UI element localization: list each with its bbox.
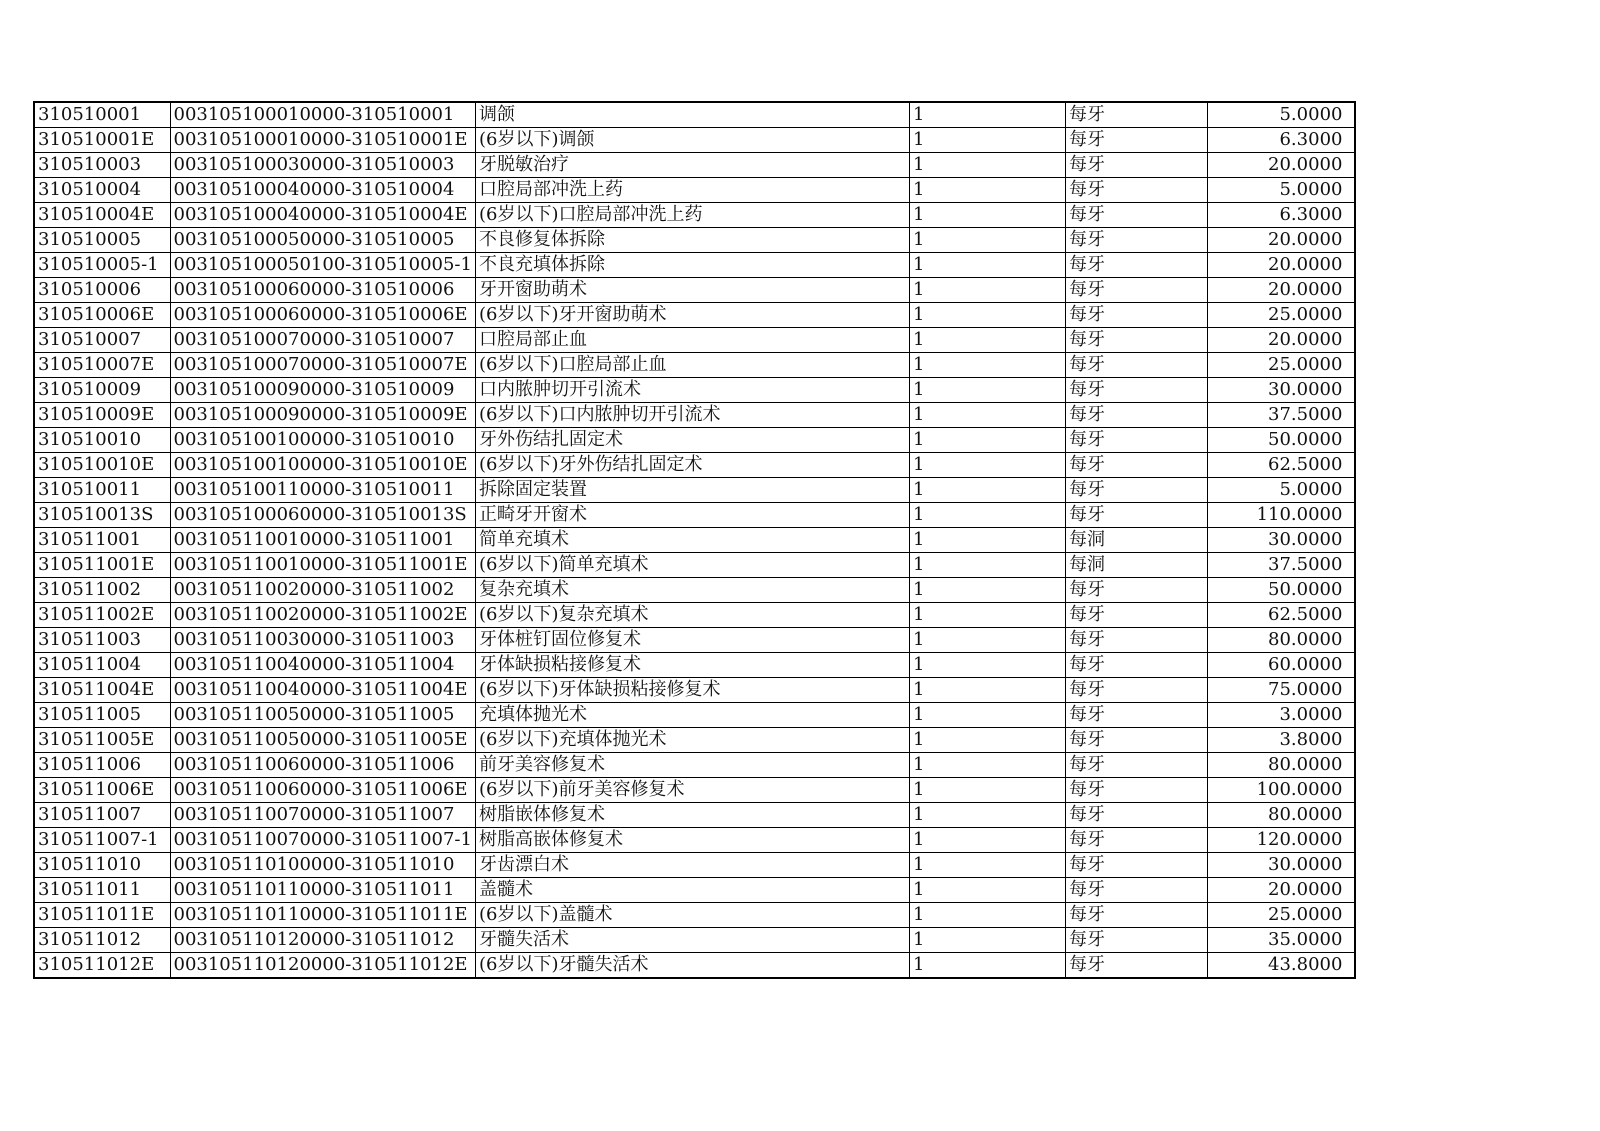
price-cell: 120.0000: [1207, 828, 1355, 853]
full-code-cell: 003105100040000-310510004E: [170, 203, 475, 228]
price-cell: 100.0000: [1207, 778, 1355, 803]
item-name-cell: (6岁以下)充填体抛光术: [475, 728, 909, 753]
full-code-cell: 003105110070000-310511007-1: [170, 828, 475, 853]
unit-cell: 每牙: [1065, 353, 1207, 378]
item-name-cell: 牙脱敏治疗: [475, 153, 909, 178]
full-code-cell: 003105100070000-310510007E: [170, 353, 475, 378]
item-code-cell: 310510005-1: [34, 253, 170, 278]
table-row: [34, 553, 1355, 578]
quantity-cell: 1: [909, 528, 1065, 553]
table-row: [34, 778, 1355, 803]
unit-cell: 每牙: [1065, 678, 1207, 703]
full-code-cell: 003105110110000-310511011: [170, 878, 475, 903]
table-row: [34, 878, 1355, 903]
price-cell: 20.0000: [1207, 278, 1355, 303]
item-code-cell: 310511006: [34, 753, 170, 778]
quantity-cell: 1: [909, 828, 1065, 853]
table-row: [34, 828, 1355, 853]
price-cell: 37.5000: [1207, 403, 1355, 428]
item-name-cell: 牙外伤结扎固定术: [475, 428, 909, 453]
item-code-cell: 310510003: [34, 153, 170, 178]
price-cell: 80.0000: [1207, 628, 1355, 653]
price-cell: 20.0000: [1207, 228, 1355, 253]
full-code-cell: 003105100110000-310510011: [170, 478, 475, 503]
price-cell: 43.8000: [1207, 953, 1355, 979]
price-cell: 50.0000: [1207, 578, 1355, 603]
unit-cell: 每牙: [1065, 128, 1207, 153]
full-code-cell: 003105110100000-310511010: [170, 853, 475, 878]
price-cell: 3.0000: [1207, 703, 1355, 728]
price-cell: 25.0000: [1207, 353, 1355, 378]
item-name-cell: (6岁以下)牙开窗助萌术: [475, 303, 909, 328]
unit-cell: 每牙: [1065, 253, 1207, 278]
quantity-cell: 1: [909, 903, 1065, 928]
item-name-cell: 牙体缺损粘接修复术: [475, 653, 909, 678]
item-name-cell: (6岁以下)前牙美容修复术: [475, 778, 909, 803]
item-name-cell: 调颌: [475, 102, 909, 128]
quantity-cell: 1: [909, 628, 1065, 653]
full-code-cell: 003105110030000-310511003: [170, 628, 475, 653]
item-code-cell: 310511001: [34, 528, 170, 553]
table-row: [34, 678, 1355, 703]
item-name-cell: (6岁以下)牙体缺损粘接修复术: [475, 678, 909, 703]
price-cell: 5.0000: [1207, 478, 1355, 503]
price-cell: 35.0000: [1207, 928, 1355, 953]
item-code-cell: 310511003: [34, 628, 170, 653]
quantity-cell: 1: [909, 953, 1065, 979]
full-code-cell: 003105100060000-310510006: [170, 278, 475, 303]
table-row: [34, 503, 1355, 528]
quantity-cell: 1: [909, 578, 1065, 603]
item-name-cell: 简单充填术: [475, 528, 909, 553]
unit-cell: 每牙: [1065, 303, 1207, 328]
table-row: [34, 928, 1355, 953]
price-cell: 20.0000: [1207, 153, 1355, 178]
quantity-cell: 1: [909, 853, 1065, 878]
quantity-cell: 1: [909, 203, 1065, 228]
full-code-cell: 003105100060000-310510013S: [170, 503, 475, 528]
item-name-cell: 盖髓术: [475, 878, 909, 903]
item-name-cell: 口内脓肿切开引流术: [475, 378, 909, 403]
quantity-cell: 1: [909, 478, 1065, 503]
item-code-cell: 310510005: [34, 228, 170, 253]
full-code-cell: 003105100090000-310510009: [170, 378, 475, 403]
full-code-cell: 003105110010000-310511001E: [170, 553, 475, 578]
full-code-cell: 003105100060000-310510006E: [170, 303, 475, 328]
item-code-cell: 310511005E: [34, 728, 170, 753]
full-code-cell: 003105110070000-310511007: [170, 803, 475, 828]
item-code-cell: 310510007E: [34, 353, 170, 378]
item-code-cell: 310511012E: [34, 953, 170, 979]
item-name-cell: (6岁以下)简单充填术: [475, 553, 909, 578]
price-cell: 110.0000: [1207, 503, 1355, 528]
unit-cell: 每牙: [1065, 828, 1207, 853]
full-code-cell: 003105100010000-310510001: [170, 102, 475, 128]
price-cell: 20.0000: [1207, 328, 1355, 353]
table-row: [34, 203, 1355, 228]
unit-cell: 每牙: [1065, 603, 1207, 628]
quantity-cell: 1: [909, 453, 1065, 478]
unit-cell: 每牙: [1065, 703, 1207, 728]
item-name-cell: (6岁以下)口内脓肿切开引流术: [475, 403, 909, 428]
item-code-cell: 310511011E: [34, 903, 170, 928]
item-name-cell: 正畸牙开窗术: [475, 503, 909, 528]
quantity-cell: 1: [909, 553, 1065, 578]
unit-cell: 每牙: [1065, 503, 1207, 528]
quantity-cell: 1: [909, 128, 1065, 153]
price-cell: 25.0000: [1207, 903, 1355, 928]
price-cell: 80.0000: [1207, 753, 1355, 778]
unit-cell: 每洞: [1065, 528, 1207, 553]
item-name-cell: 不良修复体拆除: [475, 228, 909, 253]
unit-cell: 每牙: [1065, 878, 1207, 903]
unit-cell: 每牙: [1065, 803, 1207, 828]
table-row: [34, 578, 1355, 603]
quantity-cell: 1: [909, 503, 1065, 528]
price-cell: 5.0000: [1207, 102, 1355, 128]
price-cell: 6.3000: [1207, 128, 1355, 153]
unit-cell: 每牙: [1065, 102, 1207, 128]
unit-cell: 每牙: [1065, 328, 1207, 353]
price-cell: 30.0000: [1207, 853, 1355, 878]
item-code-cell: 310511004: [34, 653, 170, 678]
quantity-cell: 1: [909, 353, 1065, 378]
unit-cell: 每牙: [1065, 853, 1207, 878]
item-code-cell: 310511007-1: [34, 828, 170, 853]
full-code-cell: 003105110050000-310511005E: [170, 728, 475, 753]
table-row: [34, 803, 1355, 828]
item-code-cell: 310510011: [34, 478, 170, 503]
price-cell: 60.0000: [1207, 653, 1355, 678]
item-code-cell: 310511010: [34, 853, 170, 878]
quantity-cell: 1: [909, 703, 1065, 728]
price-cell: 62.5000: [1207, 453, 1355, 478]
table-row: [34, 903, 1355, 928]
unit-cell: 每牙: [1065, 578, 1207, 603]
unit-cell: 每牙: [1065, 953, 1207, 979]
quantity-cell: 1: [909, 378, 1065, 403]
item-name-cell: (6岁以下)复杂充填术: [475, 603, 909, 628]
quantity-cell: 1: [909, 428, 1065, 453]
table-row: [34, 403, 1355, 428]
unit-cell: 每牙: [1065, 178, 1207, 203]
full-code-cell: 003105110040000-310511004: [170, 653, 475, 678]
full-code-cell: 003105110020000-310511002: [170, 578, 475, 603]
item-code-cell: 310511002E: [34, 603, 170, 628]
quantity-cell: 1: [909, 928, 1065, 953]
table-row: [34, 703, 1355, 728]
table-row: [34, 728, 1355, 753]
item-name-cell: (6岁以下)调颌: [475, 128, 909, 153]
quantity-cell: 1: [909, 603, 1065, 628]
full-code-cell: 003105100010000-310510001E: [170, 128, 475, 153]
full-code-cell: 003105110060000-310511006: [170, 753, 475, 778]
item-code-cell: 310510001: [34, 102, 170, 128]
quantity-cell: 1: [909, 878, 1065, 903]
table-row: [34, 328, 1355, 353]
full-code-cell: 003105110040000-310511004E: [170, 678, 475, 703]
full-code-cell: 003105100030000-310510003: [170, 153, 475, 178]
item-name-cell: 树脂高嵌体修复术: [475, 828, 909, 853]
item-name-cell: 口腔局部冲洗上药: [475, 178, 909, 203]
fee-schedule-table: [33, 101, 1356, 979]
table-row: [34, 378, 1355, 403]
item-code-cell: 310511007: [34, 803, 170, 828]
table-row: [34, 178, 1355, 203]
quantity-cell: 1: [909, 228, 1065, 253]
unit-cell: 每牙: [1065, 753, 1207, 778]
price-cell: 30.0000: [1207, 528, 1355, 553]
table-row: [34, 303, 1355, 328]
item-name-cell: 拆除固定装置: [475, 478, 909, 503]
item-code-cell: 310511005: [34, 703, 170, 728]
quantity-cell: 1: [909, 778, 1065, 803]
item-code-cell: 310510009E: [34, 403, 170, 428]
quantity-cell: 1: [909, 728, 1065, 753]
item-name-cell: 不良充填体拆除: [475, 253, 909, 278]
table-row: [34, 453, 1355, 478]
quantity-cell: 1: [909, 178, 1065, 203]
quantity-cell: 1: [909, 678, 1065, 703]
item-code-cell: 310511001E: [34, 553, 170, 578]
item-code-cell: 310510007: [34, 328, 170, 353]
quantity-cell: 1: [909, 303, 1065, 328]
table-row: [34, 278, 1355, 303]
price-cell: 62.5000: [1207, 603, 1355, 628]
price-cell: 30.0000: [1207, 378, 1355, 403]
item-code-cell: 310510001E: [34, 128, 170, 153]
quantity-cell: 1: [909, 803, 1065, 828]
full-code-cell: 003105110110000-310511011E: [170, 903, 475, 928]
unit-cell: 每牙: [1065, 403, 1207, 428]
table-row: [34, 603, 1355, 628]
table-row: [34, 953, 1355, 979]
full-code-cell: 003105100100000-310510010: [170, 428, 475, 453]
full-code-cell: 003105110010000-310511001: [170, 528, 475, 553]
item-code-cell: 310511012: [34, 928, 170, 953]
unit-cell: 每牙: [1065, 428, 1207, 453]
table-row: [34, 153, 1355, 178]
item-code-cell: 310510009: [34, 378, 170, 403]
table-body: [34, 102, 1355, 978]
table-row: [34, 228, 1355, 253]
item-name-cell: 牙体桩钉固位修复术: [475, 628, 909, 653]
full-code-cell: 003105100100000-310510010E: [170, 453, 475, 478]
price-cell: 50.0000: [1207, 428, 1355, 453]
price-cell: 37.5000: [1207, 553, 1355, 578]
item-code-cell: 310511006E: [34, 778, 170, 803]
quantity-cell: 1: [909, 278, 1065, 303]
item-name-cell: 牙开窗助萌术: [475, 278, 909, 303]
quantity-cell: 1: [909, 403, 1065, 428]
quantity-cell: 1: [909, 753, 1065, 778]
unit-cell: 每牙: [1065, 903, 1207, 928]
item-code-cell: 310511002: [34, 578, 170, 603]
unit-cell: 每牙: [1065, 378, 1207, 403]
item-name-cell: (6岁以下)口腔局部冲洗上药: [475, 203, 909, 228]
table-row: [34, 653, 1355, 678]
price-cell: 3.8000: [1207, 728, 1355, 753]
item-name-cell: (6岁以下)口腔局部止血: [475, 353, 909, 378]
unit-cell: 每牙: [1065, 653, 1207, 678]
table-row: [34, 528, 1355, 553]
full-code-cell: 003105100040000-310510004: [170, 178, 475, 203]
table-row: [34, 102, 1355, 128]
table-row: [34, 628, 1355, 653]
unit-cell: 每牙: [1065, 203, 1207, 228]
item-code-cell: 310510013S: [34, 503, 170, 528]
table-row: [34, 253, 1355, 278]
unit-cell: 每牙: [1065, 928, 1207, 953]
price-cell: 20.0000: [1207, 253, 1355, 278]
full-code-cell: 003105110060000-310511006E: [170, 778, 475, 803]
item-name-cell: 充填体抛光术: [475, 703, 909, 728]
unit-cell: 每牙: [1065, 153, 1207, 178]
item-name-cell: 牙齿漂白术: [475, 853, 909, 878]
price-cell: 25.0000: [1207, 303, 1355, 328]
price-cell: 5.0000: [1207, 178, 1355, 203]
item-code-cell: 310510004: [34, 178, 170, 203]
item-code-cell: 310510004E: [34, 203, 170, 228]
unit-cell: 每牙: [1065, 728, 1207, 753]
table-row: [34, 428, 1355, 453]
price-cell: 20.0000: [1207, 878, 1355, 903]
unit-cell: 每牙: [1065, 628, 1207, 653]
item-name-cell: 复杂充填术: [475, 578, 909, 603]
item-name-cell: (6岁以下)盖髓术: [475, 903, 909, 928]
unit-cell: 每牙: [1065, 228, 1207, 253]
unit-cell: 每洞: [1065, 553, 1207, 578]
item-name-cell: 牙髓失活术: [475, 928, 909, 953]
quantity-cell: 1: [909, 102, 1065, 128]
table-row: [34, 478, 1355, 503]
unit-cell: 每牙: [1065, 278, 1207, 303]
quantity-cell: 1: [909, 653, 1065, 678]
quantity-cell: 1: [909, 253, 1065, 278]
full-code-cell: 003105110120000-310511012E: [170, 953, 475, 979]
item-name-cell: 口腔局部止血: [475, 328, 909, 353]
table-row: [34, 853, 1355, 878]
full-code-cell: 003105100050000-310510005: [170, 228, 475, 253]
quantity-cell: 1: [909, 153, 1065, 178]
item-name-cell: 树脂嵌体修复术: [475, 803, 909, 828]
table-row: [34, 128, 1355, 153]
item-name-cell: (6岁以下)牙外伤结扎固定术: [475, 453, 909, 478]
quantity-cell: 1: [909, 328, 1065, 353]
item-name-cell: 前牙美容修复术: [475, 753, 909, 778]
table-row: [34, 353, 1355, 378]
unit-cell: 每牙: [1065, 453, 1207, 478]
item-name-cell: (6岁以下)牙髓失活术: [475, 953, 909, 979]
item-code-cell: 310510006E: [34, 303, 170, 328]
item-code-cell: 310510006: [34, 278, 170, 303]
full-code-cell: 003105110050000-310511005: [170, 703, 475, 728]
full-code-cell: 003105110120000-310511012: [170, 928, 475, 953]
item-code-cell: 310510010E: [34, 453, 170, 478]
unit-cell: 每牙: [1065, 778, 1207, 803]
item-code-cell: 310510010: [34, 428, 170, 453]
item-code-cell: 310511004E: [34, 678, 170, 703]
unit-cell: 每牙: [1065, 478, 1207, 503]
price-cell: 6.3000: [1207, 203, 1355, 228]
price-cell: 80.0000: [1207, 803, 1355, 828]
price-cell: 75.0000: [1207, 678, 1355, 703]
item-code-cell: 310511011: [34, 878, 170, 903]
full-code-cell: 003105100050100-310510005-1: [170, 253, 475, 278]
full-code-cell: 003105100070000-310510007: [170, 328, 475, 353]
full-code-cell: 003105110020000-310511002E: [170, 603, 475, 628]
table-row: [34, 753, 1355, 778]
full-code-cell: 003105100090000-310510009E: [170, 403, 475, 428]
